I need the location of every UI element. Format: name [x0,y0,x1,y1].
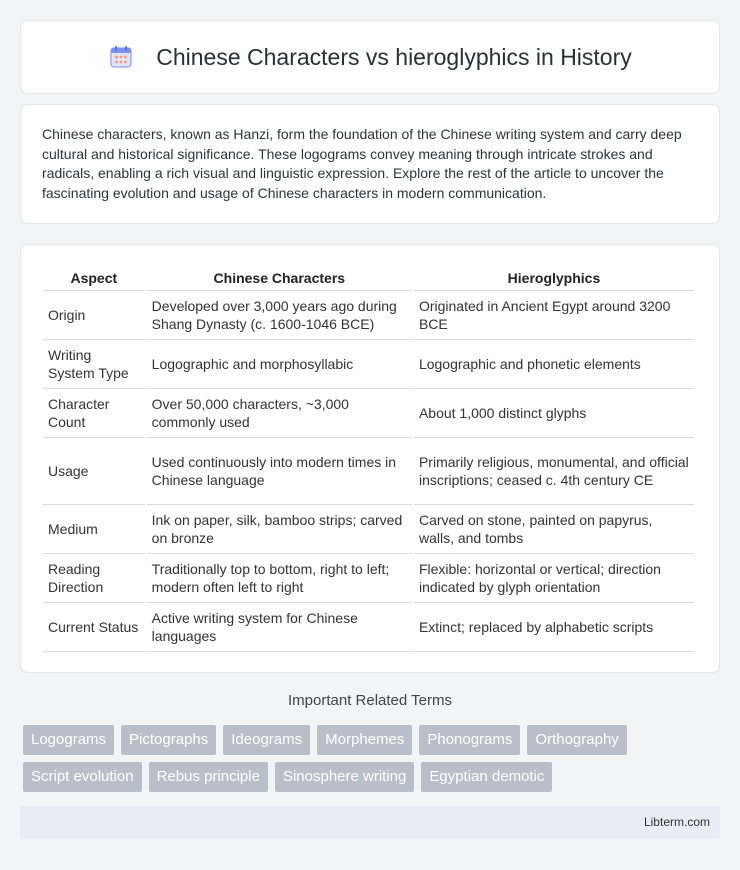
calendar-icon [108,44,134,70]
table-row [43,340,694,389]
chinese-cell: Developed over 3,000 years ago during Shang Dynasty (c. 1600-1046 BCE) [147,291,412,340]
hieroglyphics-cell: Originated in Ancient Egypt around 3200 BCE [414,291,694,340]
intro-card [20,104,720,224]
hieroglyphics-cell: Carved on stone, painted on papyrus, walls, and tombs [414,505,694,554]
page-title: Chinese Characters vs hieroglyphics in History [156,43,632,70]
footer [20,806,720,839]
tag-logograms[interactable]: Logograms [23,725,114,755]
table-header-row [43,265,694,291]
comparison-table-card [20,244,720,673]
tag-sinosphere-writing[interactable]: Sinosphere writing [275,762,414,792]
tag-orthography[interactable]: Orthography [527,725,626,755]
tag-morphemes[interactable]: Morphemes [317,725,412,755]
chinese-cell: Ink on paper, silk, bamboo strips; carved on bronze [147,505,412,554]
table-row [43,291,694,340]
hieroglyphics-cell: Logographic and phonetic elements [414,340,694,389]
table-row [43,554,694,603]
aspect-cell: Usage [43,438,145,505]
aspect-cell: Writing System Type [43,340,145,389]
tag-pictographs[interactable]: Pictographs [121,725,216,755]
tag-phonograms[interactable]: Phonograms [419,725,520,755]
aspect-cell: Character Count [43,389,145,438]
aspect-cell: Origin [43,291,145,340]
hieroglyphics-cell: Extinct; replaced by alphabetic scripts [414,603,694,652]
table-row [43,438,694,505]
table-row [43,389,694,438]
tag-script-evolution[interactable]: Script evolution [23,762,142,792]
footer-site-link[interactable]: Libterm.com [643,815,710,829]
chinese-cell: Used continuously into modern times in Chinese language [147,438,412,505]
aspect-cell: Reading Direction [43,554,145,603]
chinese-cell: Over 50,000 characters, ~3,000 commonly used [147,389,412,438]
aspect-cell: Current Status [43,603,145,652]
chinese-cell: Logographic and morphosyllabic [147,340,412,389]
intro-text: Chinese characters, known as Hanzi, form the foundation of the Chinese writing system and carry deep cultural and historical significance. These logograms convey meaning through intricate strokes and radicals, enabling a rich visual and linguistic expression. Explore the rest of the article to uncover the fascinating evolution and usage of Chinese characters in modern communication. [42,126,682,201]
hieroglyphics-cell: About 1,000 distinct glyphs [414,389,694,438]
header-card [20,20,720,94]
table-row [43,505,694,554]
tag-rebus-principle[interactable]: Rebus principle [149,762,268,792]
tag-row [23,762,723,792]
related-terms-tags [23,725,723,799]
table-row [43,603,694,652]
comparison-table [41,265,696,652]
hieroglyphics-cell: Primarily religious, monumental, and official inscriptions; ceased c. 4th century CE [414,438,694,505]
header-chinese-characters: Chinese Characters [147,265,412,291]
chinese-cell: Active writing system for Chinese languages [147,603,412,652]
aspect-cell: Medium [43,505,145,554]
tag-ideograms[interactable]: Ideograms [223,725,310,755]
tag-row [23,725,723,755]
tag-egyptian-demotic[interactable]: Egyptian demotic [421,762,552,792]
header-hieroglyphics: Hieroglyphics [414,265,694,291]
chinese-cell: Traditionally top to bottom, right to left; modern often left to right [147,554,412,603]
hieroglyphics-cell: Flexible: horizontal or vertical; direction indicated by glyph orientation [414,554,694,603]
header-aspect: Aspect [43,265,145,291]
related-terms-title: Important Related Terms [288,692,452,709]
